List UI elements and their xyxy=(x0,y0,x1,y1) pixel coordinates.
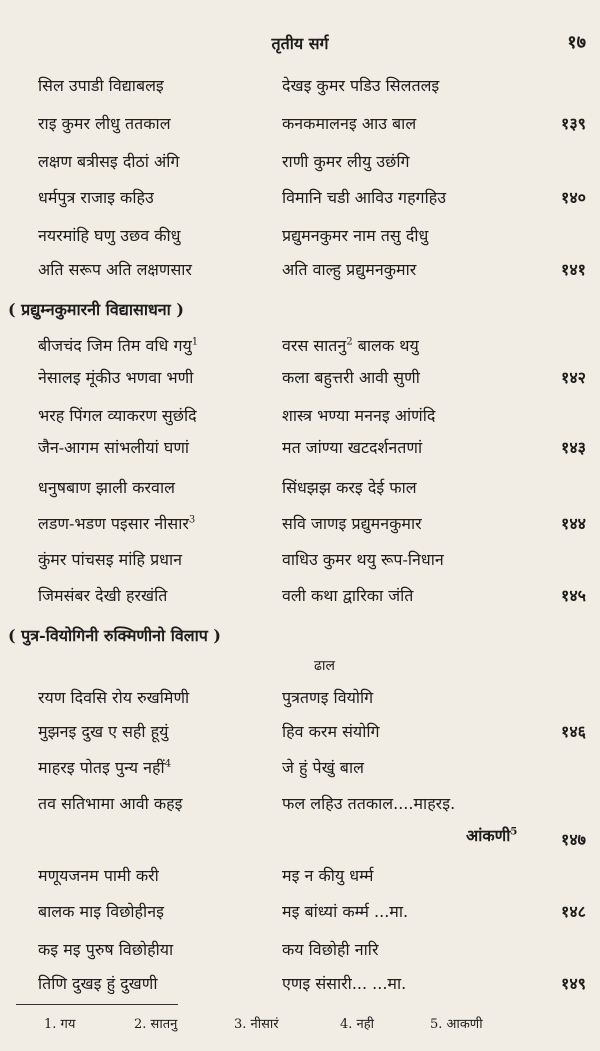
verse-number: १४० xyxy=(561,188,586,207)
verse-line: नेसालइ मूंकीउ भणवा भणी कला बहुत्तरी आवी सुणी १४२ xyxy=(38,368,586,387)
verse-line: सिल उपाडी विद्याबलइ देखइ कुमर पडिउ सिलतलइ xyxy=(38,76,440,95)
footnote-marker: 1 xyxy=(191,336,199,348)
verse-line: रयण दिवसि रोय रुखमिणी पुत्रतणइ वियोगि xyxy=(38,688,374,707)
verse-line: कुंमर पांचसइ मांहि प्रधान वाधिउ कुमर थयु रूप-निधान xyxy=(38,550,444,569)
verse-number: १३९ xyxy=(561,114,586,133)
footnote-marker: 5 xyxy=(510,826,518,838)
verse-line: लडण-भडण पइसार नीसार$^3$ सवि जाणइ प्रद्युमनकुमार १४४ xyxy=(38,514,586,533)
footnote: 2. सातनु xyxy=(134,1017,178,1032)
verse-line: तव सतिभामा आवी कहइ फल लहिउ ततकाल....माहरइ. xyxy=(38,794,456,813)
verse-number: १४५ xyxy=(561,586,586,605)
verse-number: १४८ xyxy=(561,902,586,921)
footnote-rule xyxy=(16,1004,178,1005)
verse-line: जिमसंबर देखी हरखंति वली कथा द्वारिका जंति १४५ xyxy=(38,586,586,605)
verse-line: धर्मपुत्र राजाइ कहिउ विमानि चडी आविउ गहगहिउ १४० xyxy=(38,188,586,207)
verse-number: १४४ xyxy=(561,514,586,533)
footnote: 1. गय xyxy=(44,1017,76,1032)
verse-number: १४६ xyxy=(561,722,586,741)
verse-line: मणूयजनम पामी करी मइ न कीयु धर्म्म xyxy=(38,866,374,885)
verse-number: १४१ xyxy=(561,260,586,279)
verse-line: तिणि दुखइ हुं दुखणी एणइ संसारी... ...मा. १४९ xyxy=(38,974,586,993)
verse-line: भरह पिंगल व्याकरण सुछंदि शास्त्र भण्या मननइ आंणंदि xyxy=(38,406,436,425)
section-heading: ( प्रद्युम्नकुमारनी विद्यासाधना ) xyxy=(8,300,184,319)
verse-line: माहरइ पोतइ पुन्य नहीं$^4$ जे हुं पेखुं बाल xyxy=(38,758,364,777)
verse-number: १४३ xyxy=(561,438,586,457)
footnote-marker: 2 xyxy=(346,336,353,348)
dhal-label: ढाल xyxy=(314,658,335,674)
verse-number: १४७ xyxy=(561,830,586,849)
verse-line: मुझनइ दुख ए सही हूयुं हिव करम संयोगि १४६ xyxy=(38,722,586,741)
footnote-marker: 3 xyxy=(188,514,196,526)
footnote: 3. नीसारं xyxy=(234,1017,279,1032)
verse-line: राइ कुमर लीधु ततकाल कनकमालनइ आउ बाल १३९ xyxy=(38,114,586,133)
verse-line: बालक माइ विछोहीनइ मइ बांध्यां कर्म्म ...मा. १४८ xyxy=(38,902,586,921)
section-heading: ( पुत्र-वियोगिनी रुक्मिणीनो विलाप ) xyxy=(8,626,221,645)
verse-number: १४९ xyxy=(561,974,586,993)
footnote: 4. नही xyxy=(340,1017,375,1032)
verse-line: कइ मइ पुरुष विछोहीया कय विछोही नारि xyxy=(38,940,379,959)
page-number: १७ xyxy=(567,32,586,53)
verse-line: अति सरूप अति लक्षणसार अति वाल्हु प्रद्युमनकुमार १४१ xyxy=(38,260,586,279)
verse-line: धनुषबाण झाली करवाल सिंधझझ करइ देई फाल xyxy=(38,478,417,497)
verse-line: जैन-आगम सांभलीयां घणां मत जांण्या खटदर्शनतणां १४३ xyxy=(38,438,586,457)
verse-line: नयरमांहि घणु उछव कीधु प्रद्युमनकुमर नाम तसु दीधु xyxy=(38,226,429,245)
verse-number: १४२ xyxy=(561,368,586,387)
footnote: 5. आकणी xyxy=(430,1017,483,1032)
verse-line: बीजचंद जिम तिम वधि गयु$^1$ वरस सातनु$^2$ बालक थयु xyxy=(38,336,419,355)
footnote-marker: 4 xyxy=(164,758,172,770)
refrain-label: आंकणी$^5$ xyxy=(466,826,518,845)
verse-line: लक्षण बत्रीसइ दीठां अंगि राणी कुमर लीयु उछंगि xyxy=(38,152,410,171)
chapter-title: तृतीय सर्ग xyxy=(271,34,329,53)
